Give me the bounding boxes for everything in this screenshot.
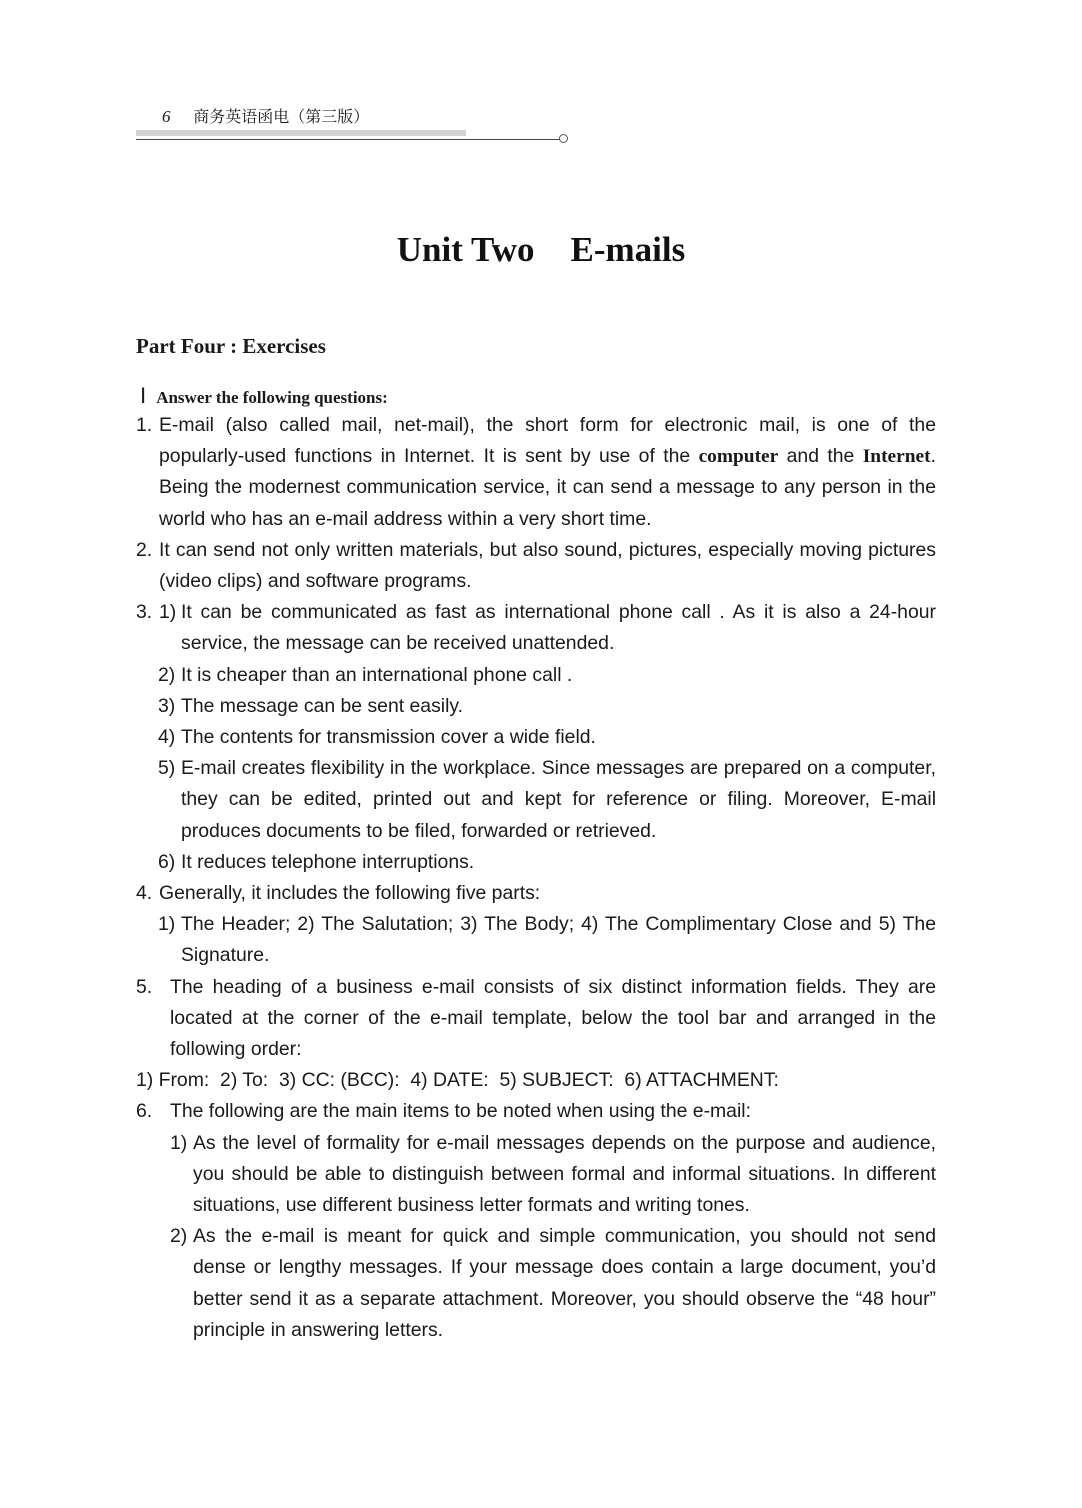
item-number: 2) [170, 1225, 188, 1248]
list-item [136, 691, 936, 722]
item-text: E-mail creates flexibility in the workplace. Since messages are prepared on a computer, they can be edited, printed out and kept for reference or filing. Moreover, E-mail produces documents to be filed, forwarded or retrieved. [181, 757, 936, 842]
header-rule-line [136, 139, 560, 140]
item-text: The message can be sent easily. [181, 694, 464, 717]
page-number: 6 [162, 107, 171, 126]
item-number: 5) [158, 757, 176, 780]
list-item [136, 660, 936, 691]
answer-text: Generally, it includes the following five parts: [159, 882, 541, 905]
answer-text: and the [778, 445, 863, 468]
item-text: It reduces telephone interruptions. [181, 850, 475, 873]
list-item [136, 722, 936, 753]
section-heading [140, 384, 388, 409]
answer-2 [136, 535, 936, 597]
list-item [159, 597, 936, 659]
item-text: It is cheaper than an international phone call . [181, 663, 573, 686]
answer-number: 1. [136, 414, 153, 436]
section-label: Answer the following questions: [156, 388, 388, 407]
answers-body [136, 410, 936, 1346]
item-number: 1) [159, 601, 177, 624]
item-number: 1) [158, 913, 176, 936]
item-number: 1) [170, 1131, 188, 1154]
item-text: As the e-mail is meant for quick and simple communication, you should not send dense or lengthy messages. If your message does contain a large document, you’d better send it as a separate attachment. Moreover, you should observe the “48 hour” principle in answering letters. [193, 1225, 936, 1341]
part-heading: Part Four : Exercises [136, 334, 326, 358]
answer-number: 3. [136, 601, 153, 624]
list-item [136, 1221, 936, 1346]
answer-4 [136, 878, 936, 909]
answer-text: It can send not only written materials, but also sound, pictures, especially moving pictures (video clips) and software programs. [159, 538, 936, 593]
header-rule-ornament [559, 134, 568, 143]
list-item [136, 753, 936, 847]
bold-term: Internet [862, 446, 931, 468]
item-text: As the level of formality for e-mail messages depends on the purpose and audience, you should be able to distinguish between formal and informal situations. In different situations, use different business letter formats and writing tones. [193, 1131, 936, 1217]
bold-term: computer [698, 446, 779, 468]
answer-text: . Being the modernest communication service, it can send a message to any person in the world who has an e-mail address within a very short time. [159, 445, 936, 530]
item-text: It can be communicated as fast as international phone call . As it is also a 24-hour service, the message can be received unattended. [181, 601, 936, 655]
answer-number: 2. [136, 538, 153, 561]
item-text: The contents for transmission cover a wide field. [181, 726, 596, 749]
unit-title [0, 230, 1082, 270]
answer-text: The following are the main items to be noted when using the e-mail: [170, 1100, 751, 1123]
list-item [136, 909, 936, 971]
section-numeral: Ⅰ [140, 384, 147, 408]
running-head [162, 104, 369, 127]
unit-title-right: E-mails [570, 230, 686, 269]
item-number: 3) [158, 694, 176, 717]
header-rule-band [136, 130, 466, 136]
email-fields-line: 1) From: 2) To: 3) CC: (BCC): 4) DATE: 5) SUBJECT: 6) ATTACHMENT: [136, 1069, 779, 1092]
list-item [136, 847, 936, 878]
answer-number: 5. [136, 975, 153, 998]
answer-1 [136, 410, 936, 535]
item-number: 4) [158, 726, 176, 749]
list-item [136, 1128, 936, 1222]
item-number: 2) [158, 663, 176, 686]
answer-text: The heading of a business e-mail consists of six distinct information fields. They are located at the corner of the e-mail template, below the tool bar and arranged in the following order: [170, 975, 936, 1061]
item-text: The Header; 2) The Salutation; 3) The Body; 4) The Complimentary Close and 5) The Signature. [181, 913, 936, 967]
answer-text: E-mail (also called mail, net-mail), the short form for electronic mail, is one of the popularly-used functions in Internet. It is sent by use of the [159, 414, 936, 468]
item-number: 6) [158, 850, 176, 873]
unit-title-left: Unit Two [396, 230, 535, 269]
answer-5 [136, 972, 936, 1066]
answer-number: 4. [136, 882, 153, 905]
book-title: 商务英语函电（第三版） [193, 107, 370, 126]
answer-3 [136, 597, 936, 659]
answer-6 [136, 1096, 936, 1127]
answer-number: 6. [136, 1100, 153, 1123]
